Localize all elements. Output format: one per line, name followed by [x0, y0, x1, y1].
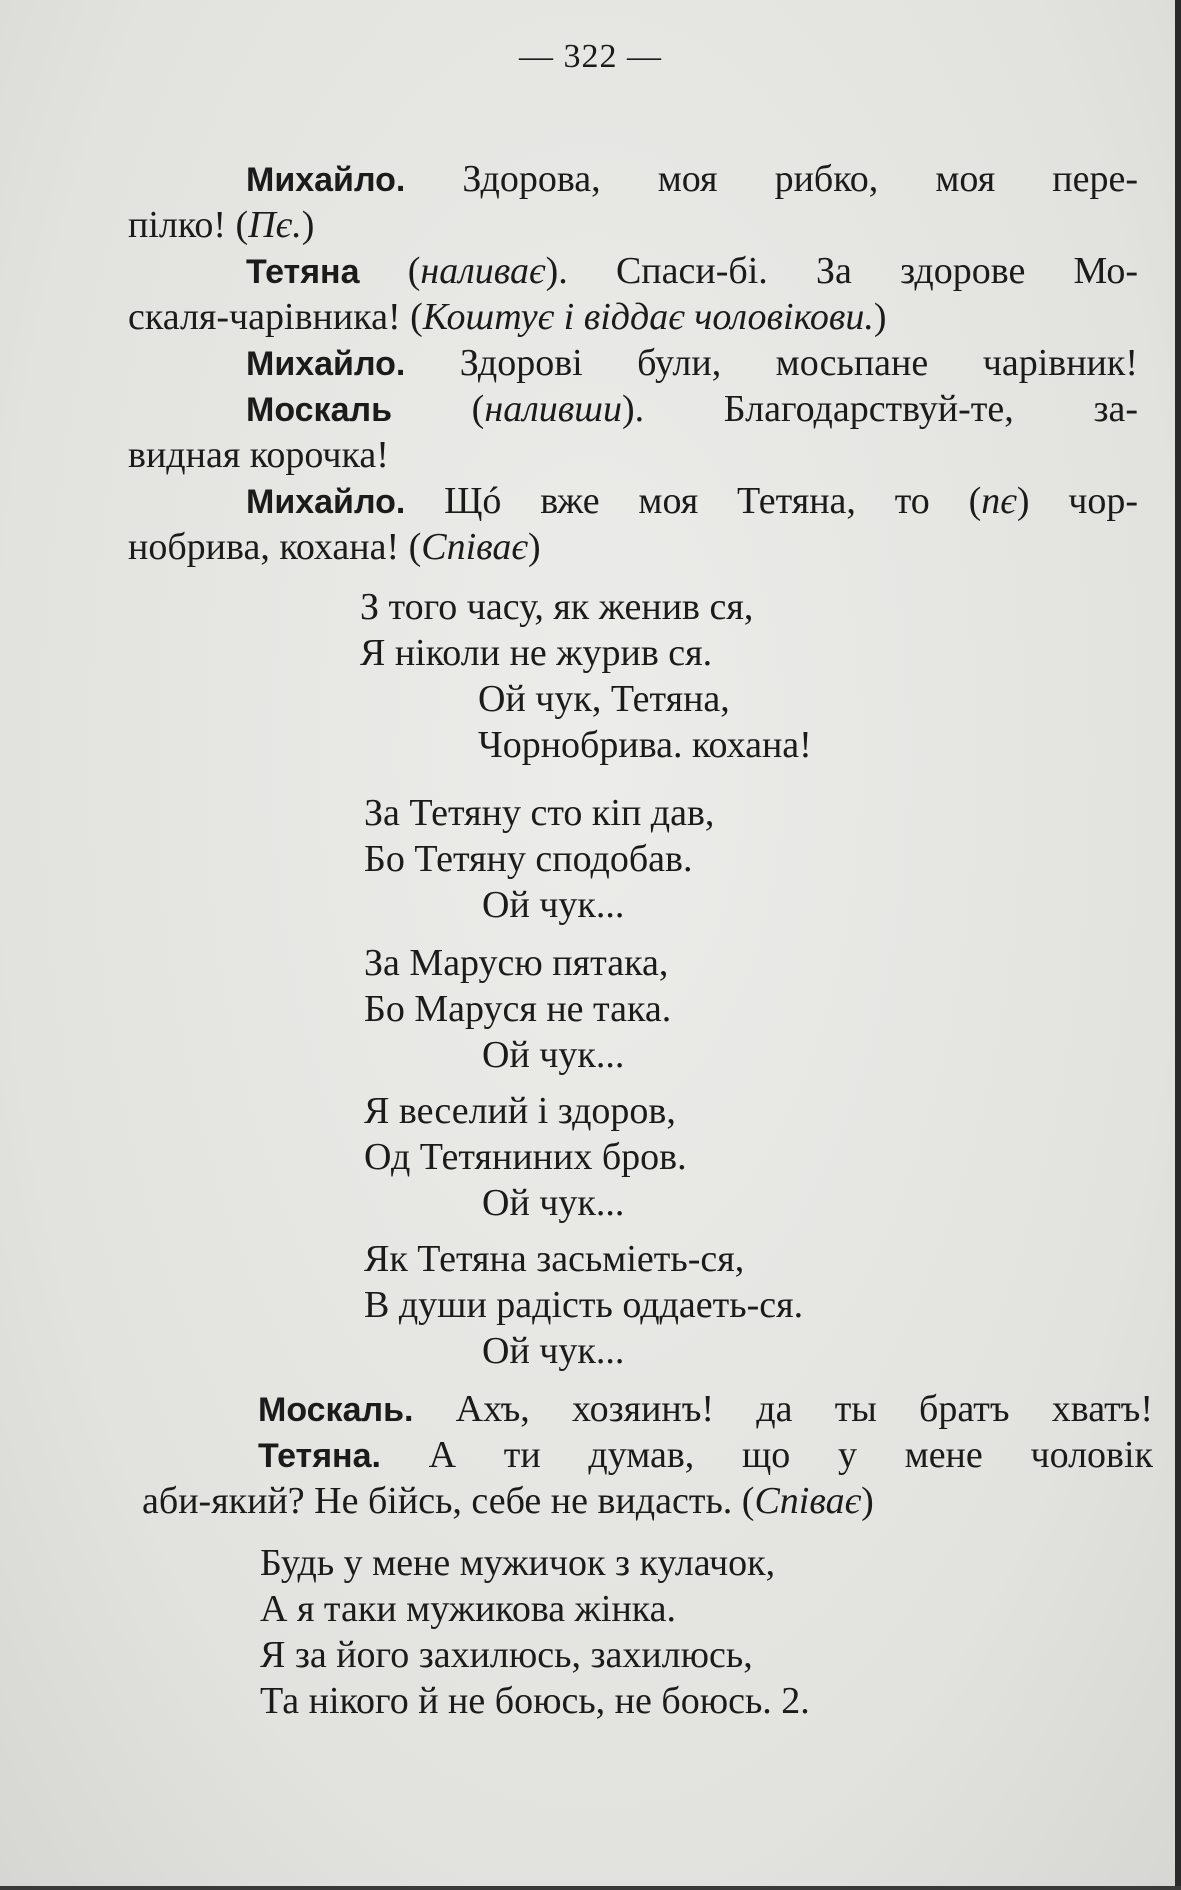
speaker-name: Михайло.	[246, 483, 406, 521]
line-text: видная корочка!	[128, 434, 389, 476]
speaker-name: Михайло.	[246, 345, 406, 383]
line-text: ). Спаси-бі. За здорове Мо-	[545, 250, 1139, 292]
stage-direction: Пє.	[248, 204, 302, 246]
verse-line: А я таки мужикова жінка.	[260, 1588, 677, 1630]
verse-refrain: Ой чук, Тетяна,	[478, 678, 730, 720]
line-text: ) чор-	[1016, 480, 1139, 522]
line-text: нобрива, кохана! (	[128, 526, 422, 568]
line-text: Ахъ, хозяинъ! да ты братъ хватъ!	[413, 1388, 1153, 1430]
speaker-name: Михайло.	[246, 161, 406, 199]
verse-line: За Тетяну сто кіп дав,	[364, 792, 715, 834]
speaker-name: Тетяна.	[258, 1437, 381, 1475]
stage-direction: пє	[981, 480, 1017, 522]
line-text: )	[873, 296, 887, 338]
verse-line: Будь у мене мужичок з кулачок,	[260, 1542, 776, 1584]
line-text: скаля-чарівника! (	[128, 296, 423, 338]
verse-refrain: Ой чук...	[482, 1182, 625, 1224]
line-text: )	[528, 526, 541, 568]
stage-direction: Співає	[421, 526, 528, 568]
line-text: ). Благодарствуй-те, за-	[621, 388, 1138, 430]
line-text: )	[301, 204, 315, 246]
page-edge-shadow	[1175, 0, 1181, 1890]
line-text: пілко! (	[128, 204, 249, 246]
dialogue-line	[246, 156, 1138, 203]
stage-direction: Коштує і віддає чоловікови.	[422, 296, 874, 338]
line-text: )	[861, 1480, 874, 1522]
verse-line: Од Тетяниних бров.	[364, 1136, 687, 1178]
verse-line: Та нікого й не боюсь, не боюсь. 2.	[260, 1680, 810, 1722]
speaker-name: Москаль.	[258, 1391, 414, 1429]
dialogue-line	[258, 1432, 1153, 1479]
dialogue-line	[246, 248, 1138, 295]
line-text: (	[359, 250, 421, 292]
dialogue-line	[246, 340, 1138, 387]
dialogue-line	[128, 202, 314, 248]
dialogue-line	[128, 524, 541, 570]
verse-refrain: Чорнобрива. кохана!	[478, 724, 812, 766]
verse-refrain: Ой чук...	[482, 884, 625, 926]
verse-line: Як Тетяна засьміеть-ся,	[364, 1238, 745, 1280]
line-text: Здорова, моя рибко, моя пере-	[405, 158, 1138, 200]
line-text: А ти думав, що у мене чоловік	[380, 1434, 1153, 1476]
line-text: Щó вже моя Тетяна, то (	[405, 480, 982, 522]
speaker-name: Москаль	[246, 391, 392, 429]
stage-direction: наливши	[484, 388, 622, 430]
verse-line: В души радість оддаеть-ся.	[364, 1284, 804, 1326]
dialogue-line	[128, 294, 887, 340]
dialogue-line	[142, 1478, 874, 1524]
verse-line: Я веселий і здоров,	[364, 1090, 676, 1132]
page-number: — 322 —	[519, 38, 662, 75]
page-edge-shadow	[0, 1886, 1181, 1890]
verse-line: З того часу, як женив ся,	[360, 586, 754, 628]
verse-line: Я за його захилюсь, захилюсь,	[260, 1634, 753, 1676]
line-text: (	[391, 388, 485, 430]
stage-direction: наливає	[420, 250, 546, 292]
dialogue-line	[246, 386, 1138, 433]
verse-line: Я ніколи не журив ся.	[360, 632, 713, 674]
verse-line: Бо Тетяну сподобав.	[364, 838, 693, 880]
stage-direction: Співає	[754, 1480, 862, 1522]
verse-line: Бо Маруся не така.	[364, 988, 672, 1030]
dialogue-line	[258, 1386, 1153, 1433]
verse-line: За Марусю пятака,	[364, 942, 669, 984]
dialogue-line	[246, 478, 1138, 525]
speaker-name: Тетяна	[246, 253, 360, 291]
verse-refrain: Ой чук...	[482, 1034, 625, 1076]
line-text: аби-який? Не бійсь, себе не видасть. (	[142, 1480, 755, 1522]
verse-refrain: Ой чук...	[482, 1330, 625, 1372]
line-text: Здорові були, мосьпане чарівник!	[405, 342, 1138, 384]
dialogue-line	[128, 432, 389, 478]
